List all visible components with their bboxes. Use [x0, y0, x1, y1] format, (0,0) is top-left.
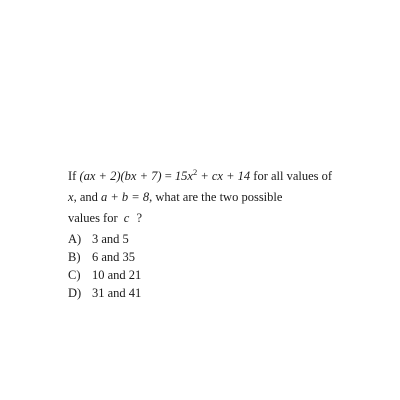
choice-text: 6 and 35 [92, 250, 136, 264]
expression-tail: + cx + 14 [200, 169, 251, 183]
question-stem [68, 166, 368, 229]
question-text-2a: , and [73, 190, 98, 204]
choice-text: 31 and 41 [92, 286, 142, 300]
choice-text: 3 and 5 [92, 232, 129, 246]
answer-choices [68, 230, 141, 302]
choice-text: 10 and 21 [92, 268, 142, 282]
question-line-3 [68, 208, 368, 229]
question-line-1 [68, 166, 368, 187]
choice-letter: B) [68, 250, 81, 264]
choice-a[interactable] [68, 230, 141, 248]
choice-d[interactable] [68, 284, 141, 302]
question-text-2b: , what are the two possible [149, 190, 283, 204]
exponent: 2 [192, 167, 198, 177]
choice-letter: D) [68, 286, 82, 300]
choice-letter: C) [68, 268, 81, 282]
question-line-2 [68, 187, 368, 208]
sum-constraint: a + b = 8 [101, 190, 150, 204]
expression-coefficient: 15x [174, 169, 193, 183]
variable-c: c [123, 211, 130, 225]
choice-c[interactable] [68, 266, 141, 284]
expression-lhs: (ax + 2)(bx + 7) [79, 169, 162, 183]
question-text-1: for all values of [253, 169, 333, 183]
question-text-3: values for [68, 211, 118, 225]
question-mark: ? [136, 211, 143, 225]
choice-b[interactable] [68, 248, 141, 266]
variable-x: x [68, 190, 74, 204]
equals-sign: = [164, 169, 172, 183]
question-prefix: If [68, 169, 77, 183]
choice-letter: A) [68, 232, 82, 246]
